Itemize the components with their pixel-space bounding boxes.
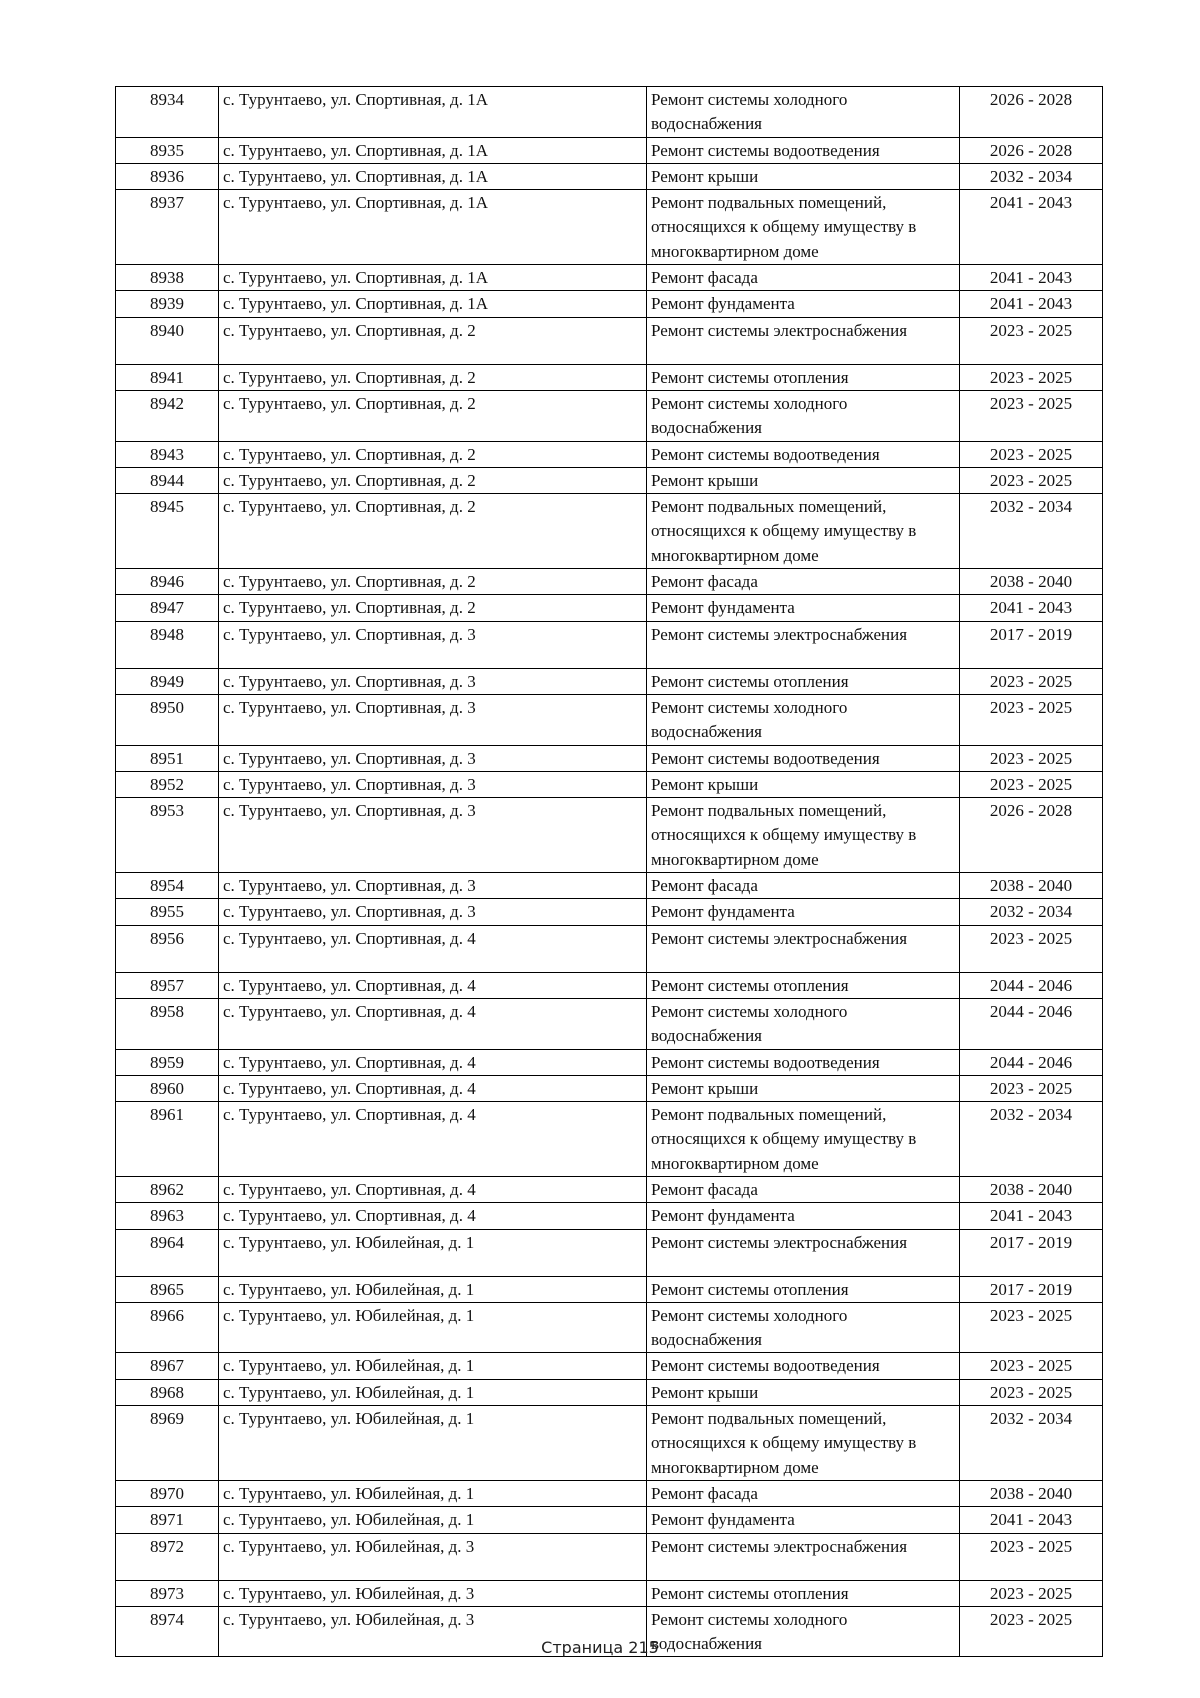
cell-period: 2023 - 2025 — [960, 467, 1103, 493]
table-body — [116, 87, 1103, 1657]
cell-number: 8969 — [116, 1406, 219, 1481]
cell-address: с. Турунтаево, ул. Спортивная, д. 1А — [219, 137, 647, 163]
cell-number: 8970 — [116, 1480, 219, 1506]
cell-work-type: Ремонт крыши — [647, 1075, 960, 1101]
cell-work-type: Ремонт фасада — [647, 265, 960, 291]
cell-period: 2032 - 2034 — [960, 494, 1103, 569]
table-row — [116, 190, 1103, 265]
table-row — [116, 265, 1103, 291]
cell-work-type: Ремонт системы водоотведения — [647, 745, 960, 771]
cell-address: с. Турунтаево, ул. Юбилейная, д. 1 — [219, 1276, 647, 1302]
cell-address: с. Турунтаево, ул. Спортивная, д. 4 — [219, 1102, 647, 1177]
cell-period: 2023 - 2025 — [960, 1353, 1103, 1379]
cell-work-type: Ремонт системы водоотведения — [647, 1049, 960, 1075]
cell-period: 2044 - 2046 — [960, 972, 1103, 998]
cell-address: с. Турунтаево, ул. Юбилейная, д. 1 — [219, 1507, 647, 1533]
cell-number: 8937 — [116, 190, 219, 265]
cell-work-type: Ремонт системы водоотведения — [647, 1353, 960, 1379]
table-row — [116, 1302, 1103, 1353]
cell-address: с. Турунтаево, ул. Юбилейная, д. 1 — [219, 1353, 647, 1379]
cell-period: 2038 - 2040 — [960, 1176, 1103, 1202]
cell-address: с. Турунтаево, ул. Спортивная, д. 1А — [219, 291, 647, 317]
table-row — [116, 163, 1103, 189]
cell-address: с. Турунтаево, ул. Юбилейная, д. 3 — [219, 1580, 647, 1606]
cell-number: 8963 — [116, 1203, 219, 1229]
cell-address: с. Турунтаево, ул. Спортивная, д. 1А — [219, 265, 647, 291]
table-row — [116, 1203, 1103, 1229]
table-row — [116, 1353, 1103, 1379]
table-row — [116, 972, 1103, 998]
cell-period: 2038 - 2040 — [960, 873, 1103, 899]
table-row — [116, 798, 1103, 873]
cell-period: 2023 - 2025 — [960, 1533, 1103, 1580]
cell-period: 2026 - 2028 — [960, 798, 1103, 873]
table-row — [116, 1507, 1103, 1533]
cell-period: 2023 - 2025 — [960, 694, 1103, 745]
cell-work-type: Ремонт фасада — [647, 1480, 960, 1506]
cell-number: 8958 — [116, 998, 219, 1049]
cell-address: с. Турунтаево, ул. Спортивная, д. 4 — [219, 1203, 647, 1229]
table-row — [116, 621, 1103, 668]
table-row — [116, 87, 1103, 138]
cell-address: с. Турунтаево, ул. Спортивная, д. 3 — [219, 899, 647, 925]
cell-address: с. Турунтаево, ул. Спортивная, д. 3 — [219, 745, 647, 771]
table-row — [116, 137, 1103, 163]
cell-number: 8968 — [116, 1379, 219, 1405]
table-row — [116, 494, 1103, 569]
cell-number: 8950 — [116, 694, 219, 745]
cell-number: 8961 — [116, 1102, 219, 1177]
cell-work-type: Ремонт системы отопления — [647, 1580, 960, 1606]
cell-number: 8948 — [116, 621, 219, 668]
cell-work-type: Ремонт фасада — [647, 569, 960, 595]
table-row — [116, 1480, 1103, 1506]
cell-address: с. Турунтаево, ул. Спортивная, д. 3 — [219, 798, 647, 873]
cell-number: 8972 — [116, 1533, 219, 1580]
cell-number: 8962 — [116, 1176, 219, 1202]
cell-address: с. Турунтаево, ул. Юбилейная, д. 3 — [219, 1606, 647, 1657]
table-row — [116, 1379, 1103, 1405]
cell-period: 2032 - 2034 — [960, 899, 1103, 925]
cell-period: 2026 - 2028 — [960, 137, 1103, 163]
cell-period: 2032 - 2034 — [960, 163, 1103, 189]
cell-work-type: Ремонт крыши — [647, 771, 960, 797]
table-row — [116, 569, 1103, 595]
cell-work-type: Ремонт подвальных помещений, относящихся к общему имуществу в многоквартирном доме — [647, 1406, 960, 1481]
cell-address: с. Турунтаево, ул. Спортивная, д. 1А — [219, 163, 647, 189]
cell-period: 2017 - 2019 — [960, 1229, 1103, 1276]
cell-period: 2026 - 2028 — [960, 87, 1103, 138]
cell-number: 8967 — [116, 1353, 219, 1379]
cell-work-type: Ремонт фундамента — [647, 291, 960, 317]
cell-work-type: Ремонт подвальных помещений, относящихся к общему имуществу в многоквартирном доме — [647, 190, 960, 265]
cell-address: с. Турунтаево, ул. Юбилейная, д. 1 — [219, 1229, 647, 1276]
cell-address: с. Турунтаево, ул. Спортивная, д. 4 — [219, 1075, 647, 1101]
table-row — [116, 1176, 1103, 1202]
cell-number: 8947 — [116, 595, 219, 621]
cell-number: 8935 — [116, 137, 219, 163]
table-row — [116, 1533, 1103, 1580]
cell-work-type: Ремонт системы электроснабжения — [647, 317, 960, 364]
cell-address: с. Турунтаево, ул. Спортивная, д. 2 — [219, 467, 647, 493]
cell-number: 8952 — [116, 771, 219, 797]
cell-address: с. Турунтаево, ул. Спортивная, д. 2 — [219, 494, 647, 569]
cell-period: 2023 - 2025 — [960, 390, 1103, 441]
cell-address: с. Турунтаево, ул. Юбилейная, д. 1 — [219, 1406, 647, 1481]
cell-number: 8959 — [116, 1049, 219, 1075]
cell-address: с. Турунтаево, ул. Спортивная, д. 4 — [219, 972, 647, 998]
cell-number: 8965 — [116, 1276, 219, 1302]
cell-work-type: Ремонт подвальных помещений, относящихся к общему имуществу в многоквартирном доме — [647, 1102, 960, 1177]
table-row — [116, 998, 1103, 1049]
cell-number: 8960 — [116, 1075, 219, 1101]
table-row — [116, 1049, 1103, 1075]
cell-work-type: Ремонт фундамента — [647, 1507, 960, 1533]
cell-address: с. Турунтаево, ул. Спортивная, д. 2 — [219, 390, 647, 441]
cell-number: 8971 — [116, 1507, 219, 1533]
cell-period: 2038 - 2040 — [960, 1480, 1103, 1506]
cell-period: 2041 - 2043 — [960, 265, 1103, 291]
cell-work-type: Ремонт крыши — [647, 163, 960, 189]
table-row — [116, 291, 1103, 317]
table-row — [116, 1276, 1103, 1302]
cell-work-type: Ремонт системы электроснабжения — [647, 925, 960, 972]
table-row — [116, 1229, 1103, 1276]
cell-work-type: Ремонт системы водоотведения — [647, 137, 960, 163]
cell-number: 8943 — [116, 441, 219, 467]
cell-work-type: Ремонт системы электроснабжения — [647, 1229, 960, 1276]
table-row — [116, 595, 1103, 621]
cell-period: 2023 - 2025 — [960, 1302, 1103, 1353]
cell-period: 2041 - 2043 — [960, 291, 1103, 317]
cell-address: с. Турунтаево, ул. Спортивная, д. 3 — [219, 771, 647, 797]
cell-work-type: Ремонт фундамента — [647, 1203, 960, 1229]
table-row — [116, 771, 1103, 797]
cell-period: 2023 - 2025 — [960, 1606, 1103, 1657]
cell-work-type: Ремонт фундамента — [647, 595, 960, 621]
cell-work-type: Ремонт системы отопления — [647, 668, 960, 694]
cell-address: с. Турунтаево, ул. Спортивная, д. 2 — [219, 595, 647, 621]
cell-period: 2032 - 2034 — [960, 1406, 1103, 1481]
cell-period: 2038 - 2040 — [960, 569, 1103, 595]
cell-period: 2041 - 2043 — [960, 595, 1103, 621]
cell-address: с. Турунтаево, ул. Спортивная, д. 2 — [219, 569, 647, 595]
cell-period: 2041 - 2043 — [960, 1203, 1103, 1229]
cell-number: 8949 — [116, 668, 219, 694]
cell-address: с. Турунтаево, ул. Юбилейная, д. 1 — [219, 1302, 647, 1353]
cell-number: 8956 — [116, 925, 219, 972]
cell-number: 8974 — [116, 1606, 219, 1657]
table-row — [116, 364, 1103, 390]
cell-address: с. Турунтаево, ул. Спортивная, д. 4 — [219, 925, 647, 972]
cell-period: 2044 - 2046 — [960, 1049, 1103, 1075]
cell-number: 8966 — [116, 1302, 219, 1353]
cell-address: с. Турунтаево, ул. Спортивная, д. 3 — [219, 873, 647, 899]
table-row — [116, 441, 1103, 467]
cell-number: 8951 — [116, 745, 219, 771]
cell-address: с. Турунтаево, ул. Спортивная, д. 3 — [219, 621, 647, 668]
cell-period: 2032 - 2034 — [960, 1102, 1103, 1177]
cell-work-type: Ремонт системы холодного водоснабжения — [647, 998, 960, 1049]
cell-period: 2023 - 2025 — [960, 317, 1103, 364]
cell-number: 8973 — [116, 1580, 219, 1606]
cell-work-type: Ремонт подвальных помещений, относящихся к общему имуществу в многоквартирном доме — [647, 798, 960, 873]
table-row — [116, 745, 1103, 771]
cell-period: 2023 - 2025 — [960, 925, 1103, 972]
cell-address: с. Турунтаево, ул. Спортивная, д. 1А — [219, 87, 647, 138]
cell-number: 8945 — [116, 494, 219, 569]
cell-address: с. Турунтаево, ул. Спортивная, д. 4 — [219, 1176, 647, 1202]
cell-work-type: Ремонт системы холодного водоснабжения — [647, 694, 960, 745]
cell-address: с. Турунтаево, ул. Спортивная, д. 3 — [219, 694, 647, 745]
cell-number: 8938 — [116, 265, 219, 291]
table-row — [116, 390, 1103, 441]
repair-schedule-table — [115, 86, 1103, 1657]
cell-work-type: Ремонт подвальных помещений, относящихся к общему имуществу в многоквартирном доме — [647, 494, 960, 569]
cell-period: 2017 - 2019 — [960, 1276, 1103, 1302]
table-row — [116, 925, 1103, 972]
cell-number: 8942 — [116, 390, 219, 441]
cell-period: 2023 - 2025 — [960, 668, 1103, 694]
document-page — [115, 86, 1102, 1657]
cell-work-type: Ремонт системы отопления — [647, 972, 960, 998]
cell-work-type: Ремонт системы электроснабжения — [647, 621, 960, 668]
cell-address: с. Турунтаево, ул. Спортивная, д. 2 — [219, 317, 647, 364]
cell-number: 8946 — [116, 569, 219, 595]
cell-period: 2023 - 2025 — [960, 441, 1103, 467]
cell-work-type: Ремонт системы отопления — [647, 1276, 960, 1302]
cell-number: 8954 — [116, 873, 219, 899]
cell-number: 8957 — [116, 972, 219, 998]
cell-work-type: Ремонт крыши — [647, 467, 960, 493]
cell-address: с. Турунтаево, ул. Спортивная, д. 1А — [219, 190, 647, 265]
cell-number: 8964 — [116, 1229, 219, 1276]
cell-address: с. Турунтаево, ул. Спортивная, д. 2 — [219, 441, 647, 467]
table-row — [116, 899, 1103, 925]
cell-work-type: Ремонт системы холодного водоснабжения — [647, 87, 960, 138]
cell-period: 2044 - 2046 — [960, 998, 1103, 1049]
cell-number: 8941 — [116, 364, 219, 390]
table-row — [116, 317, 1103, 364]
cell-work-type: Ремонт системы холодного водоснабжения — [647, 1606, 960, 1657]
cell-period: 2017 - 2019 — [960, 621, 1103, 668]
cell-period: 2023 - 2025 — [960, 1379, 1103, 1405]
table-row — [116, 467, 1103, 493]
cell-address: с. Турунтаево, ул. Юбилейная, д. 3 — [219, 1533, 647, 1580]
cell-number: 8940 — [116, 317, 219, 364]
cell-work-type: Ремонт системы холодного водоснабжения — [647, 390, 960, 441]
cell-work-type: Ремонт системы холодного водоснабжения — [647, 1302, 960, 1353]
table-row — [116, 1075, 1103, 1101]
cell-period: 2023 - 2025 — [960, 1075, 1103, 1101]
cell-work-type: Ремонт фасада — [647, 873, 960, 899]
cell-period: 2023 - 2025 — [960, 745, 1103, 771]
table-row — [116, 668, 1103, 694]
cell-number: 8936 — [116, 163, 219, 189]
cell-period: 2023 - 2025 — [960, 771, 1103, 797]
cell-number: 8955 — [116, 899, 219, 925]
cell-address: с. Турунтаево, ул. Спортивная, д. 3 — [219, 668, 647, 694]
table-row — [116, 1102, 1103, 1177]
cell-number: 8953 — [116, 798, 219, 873]
cell-address: с. Турунтаево, ул. Юбилейная, д. 1 — [219, 1379, 647, 1405]
table-row — [116, 1580, 1103, 1606]
cell-period: 2023 - 2025 — [960, 1580, 1103, 1606]
cell-address: с. Турунтаево, ул. Спортивная, д. 4 — [219, 998, 647, 1049]
cell-address: с. Турунтаево, ул. Юбилейная, д. 1 — [219, 1480, 647, 1506]
table-row — [116, 873, 1103, 899]
cell-number: 8939 — [116, 291, 219, 317]
cell-number: 8934 — [116, 87, 219, 138]
cell-period: 2041 - 2043 — [960, 190, 1103, 265]
table-row — [116, 1406, 1103, 1481]
cell-period: 2023 - 2025 — [960, 364, 1103, 390]
cell-work-type: Ремонт системы отопления — [647, 364, 960, 390]
cell-work-type: Ремонт системы электроснабжения — [647, 1533, 960, 1580]
cell-work-type: Ремонт системы водоотведения — [647, 441, 960, 467]
cell-address: с. Турунтаево, ул. Спортивная, д. 2 — [219, 364, 647, 390]
page-number: Страница 215 — [541, 1638, 659, 1657]
cell-number: 8944 — [116, 467, 219, 493]
cell-period: 2041 - 2043 — [960, 1507, 1103, 1533]
cell-work-type: Ремонт фасада — [647, 1176, 960, 1202]
cell-address: с. Турунтаево, ул. Спортивная, д. 4 — [219, 1049, 647, 1075]
cell-work-type: Ремонт фундамента — [647, 899, 960, 925]
table-row — [116, 694, 1103, 745]
cell-work-type: Ремонт крыши — [647, 1379, 960, 1405]
